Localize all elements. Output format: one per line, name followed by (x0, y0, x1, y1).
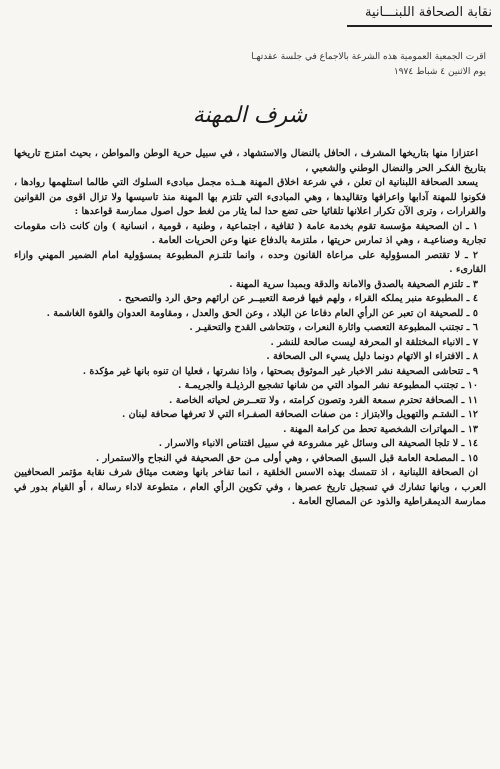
rule-3: ٣ ـ تلتزم الصحيفة بالصدق والامانة والدقة وبمبدا سرية المهنة . (229, 278, 478, 290)
document-body (14, 147, 486, 510)
rule-4: ٤ ـ المطبوعة منبر يملكه القراء ، ولهم فيها فرصة التعبيــر عن ارائهم وحق الرد والتصحيح . (118, 293, 478, 304)
rule-12: ١٢ ـ الشتـم والتهويل والابتزاز : من صفات الصحافة الصفـراء التي لا تعرفها صحافة لبنان . (121, 409, 478, 420)
rule-6: ٦ ـ تجتنب المطبوعة التعصب واثارة النعرات ، وتتحاشى القدح والتحقيـر . (189, 322, 478, 333)
rule-7: ٧ ـ الانباء المختلقة او المحرفة ليست صالحة للنشر . (270, 336, 478, 348)
rule-13: ١٣ ـ المهاترات الشخصية تحط من كرامة المهنة . (283, 423, 478, 435)
rule-15: ١٥ ـ المصلحة العامة قبل السبق الصحافي ، وهي أولى مـن حق الصحيفة في النجاح والاستمرار . (95, 452, 478, 464)
organization-header: نقابة الصحافة اللبنـــانية (347, 4, 492, 27)
rule-2: ٢ ـ لا تقتصر المسؤولية على مراعاة القانون وحده ، وانما تلتـزم المطبوعة بمسؤولية امام الضمير المهني وازاء القارىء . (14, 249, 486, 275)
rule-11: ١١ ـ الصحافة تحترم سمعة الفرد وتصون كرامته ، ولا تتعــرض لحياته الخاصة . (169, 394, 478, 406)
rule-14: ١٤ ـ لا تلجا الصحيفة الى وسائل غير مشروعة في سبيل اقتناص الانباء والاسرار . (158, 438, 478, 449)
rule-9: ٩ ـ تتحاشى الصحيفة نشر الاخبار غير الموثوق بصحتها ، واذا نشرتها ، فعليا ان تنوه بانها غير مؤكدة . (82, 365, 478, 377)
adoption-line-2: يوم الاثنين ٤ شباط ١٩٧٤ (393, 67, 486, 77)
rule-1: ١ ـ ان الصحيفة مؤسسة تقوم بخدمة عامة ( ثقافية ، اجتماعية ، وطنية ، قومية ، انسانية ) وان كانت ذات مقومات تجارية وصناعيـة ، وهي اذ تمارس حريتها ، ملتزمة بالدفاع عنها وعن الحريات العامة . (14, 220, 486, 246)
intro-paragraph: اعتزازا منها بتاريخها المشرف ، الحافل بالنضال والاستشهاد ، في سبيل حرية الوطن والمواطن ، بحيث امتزج تاريخها بتاريخ الفكـر الحر والنضال الوطني والشعبي ، (14, 148, 486, 174)
adoption-note (16, 50, 486, 80)
closing-paragraph: ان الصحافة اللبنانية ، اذ تتمسك بهذه الاسس الخلقية ، انما تفاخر بانها وضعت ميثاق شرف نقابة مؤتمر الصحافيين العرب ، وبانها تشارك في تسجيل تاريخ عصرها ، وفي تكوين الرأي العام ، متطوعة لاداء رسالة ، أو القيام بدور في ممارسة الديمقراطية والذود عن المصالح العامة . (14, 467, 486, 507)
rule-8: ٨ ـ الافتراء او الاتهام دونما دليل يسيء الى الصحافة . (266, 351, 478, 362)
rule-10: ١٠ ـ تجتنب المطبوعة نشر المواد التي من شانها تشجيع الرذيلـة والجريمـة . (177, 380, 478, 391)
preamble-paragraph: يسعد الصحافة اللبنانية ان تعلن ، في شرعة اخلاق المهنة هــذه مجمل مبادىء السلوك التي طالما استلهمها روادها ، فكونوا للمهنة آدابها واعرافها وتقاليدها ، وهي المبادىء التي تلتزم بها المهنة منذ تاسيسها ولا تزال اقوى من القوانين والقرارات ، وترى الآن تكرار اعلانها تلقائيا حتى تضع حدا لما يثار من لغط حول اصول ممارسة قواعدها : (14, 177, 486, 217)
adoption-line-1: اقرت الجمعية العمومية هذه الشرعة بالاجماع في جلسة عقدتهـا (251, 52, 486, 62)
document-title: شرف المهنة (192, 103, 308, 128)
rule-5: ٥ ـ للصحيفة ان تعبر عن الرأي العام دفاعا عن البلاد ، وعن الحق والعدل ، ومقاومة العدوان والقوة الغاشمة . (46, 307, 478, 319)
